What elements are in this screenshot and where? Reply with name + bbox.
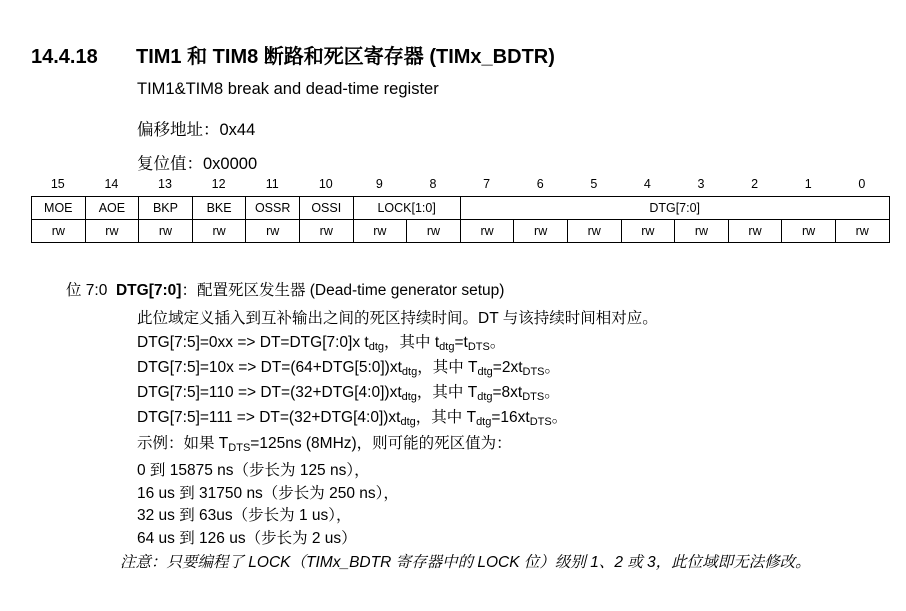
field-cell-ossi: OSSI xyxy=(299,197,353,220)
formula-text: 。 xyxy=(544,384,560,401)
bit-number: 4 xyxy=(643,177,651,191)
formula-text: ，其中 T xyxy=(417,359,478,376)
range-item: 16 us 到 31750 ns（步长为 250 ns）， xyxy=(137,485,399,502)
formula-subscript: DTS xyxy=(467,341,490,353)
section-title: TIM1 和 TIM8 断路和死区寄存器 (TIMx_BDTR) xyxy=(136,46,555,68)
bit-number: 0 xyxy=(858,177,866,191)
access-cell: rw xyxy=(460,220,514,243)
field-cell-lock: LOCK[1:0] xyxy=(353,197,460,220)
formula-text: =8xt xyxy=(492,384,523,401)
access-cell: rw xyxy=(407,220,461,243)
example-subscript: DTS xyxy=(228,442,251,454)
formula-line-1 xyxy=(137,330,505,353)
access-row xyxy=(32,220,890,243)
access-cell: rw xyxy=(246,220,300,243)
access-cell: rw xyxy=(728,220,782,243)
formula-text: DTG[7:5]=0xx => DT=DTG[7:0]x t xyxy=(137,334,369,351)
access-cell: rw xyxy=(299,220,353,243)
register-subtitle: TIM1&TIM8 break and dead-time register xyxy=(137,80,439,98)
example-text: 示例：如果 T xyxy=(137,435,229,452)
range-item: 0 到 15875 ns（步长为 125 ns）， xyxy=(137,462,370,479)
formula-subscript: DTS xyxy=(522,366,545,378)
bit-number: 8 xyxy=(429,177,437,191)
access-cell: rw xyxy=(32,220,86,243)
formula-subscript: DTS xyxy=(522,391,545,403)
field-cell-bkp: BKP xyxy=(139,197,193,220)
formula-subscript: dtg xyxy=(477,391,493,403)
access-cell: rw xyxy=(567,220,621,243)
range-item: 32 us 到 63us（步长为 1 us）， xyxy=(137,507,352,524)
field-cell-dtg: DTG[7:0] xyxy=(460,197,889,220)
formula-line-3 xyxy=(137,380,560,403)
access-cell: rw xyxy=(835,220,889,243)
access-cell: rw xyxy=(353,220,407,243)
formula-text: DTG[7:5]=10x => DT=(64+DTG[5:0])xt xyxy=(137,359,402,376)
formula-subscript: dtg xyxy=(400,416,416,428)
formula-text: =2xt xyxy=(492,359,523,376)
access-cell: rw xyxy=(621,220,675,243)
bit-number: 13 xyxy=(158,177,172,191)
field-cell-ossr: OSSR xyxy=(246,197,300,220)
bit-number: 6 xyxy=(536,177,544,191)
field-bits: 位 7:0 xyxy=(66,282,108,299)
bit-number: 1 xyxy=(804,177,812,191)
bit-number: 9 xyxy=(375,177,383,191)
field-description-heading xyxy=(66,278,504,300)
field-cell-aoe: AOE xyxy=(85,197,139,220)
register-map-table xyxy=(31,196,890,243)
field-cell-bke: BKE xyxy=(192,197,246,220)
formula-subscript: DTS xyxy=(529,416,552,428)
access-cell: rw xyxy=(514,220,568,243)
formula-text: =t xyxy=(454,334,468,351)
access-cell: rw xyxy=(192,220,246,243)
formula-text: ，其中 T xyxy=(416,384,478,401)
field-title: ：配置死区发生器 (Dead-time generator setup) xyxy=(181,282,505,299)
formula-subscript: dtg xyxy=(477,366,493,378)
formula-text: ，其中 t xyxy=(384,334,440,351)
access-cell: rw xyxy=(85,220,139,243)
bit-number: 7 xyxy=(483,177,491,191)
formula-subscript: dtg xyxy=(401,366,418,378)
formula-text: 。 xyxy=(551,409,568,426)
field-cell-moe: MOE xyxy=(32,197,86,220)
offset-address: 偏移地址：0x44 xyxy=(137,121,256,139)
bit-number: 5 xyxy=(590,177,598,191)
access-cell: rw xyxy=(139,220,193,243)
field-name: DTG[7:0] xyxy=(115,282,182,299)
formula-subscript: dtg xyxy=(476,416,492,428)
bit-number: 14 xyxy=(104,177,119,191)
range-item: 64 us 到 126 us（步长为 2 us） xyxy=(137,530,357,547)
formula-subscript: dtg xyxy=(401,391,417,403)
bit-number: 10 xyxy=(318,177,333,191)
access-cell: rw xyxy=(675,220,729,243)
field-name-row xyxy=(32,197,890,220)
formula-text: 。 xyxy=(544,359,561,376)
access-cell: rw xyxy=(782,220,836,243)
bit-number: 11 xyxy=(265,177,279,191)
bit-number: 12 xyxy=(211,177,226,191)
bit-number: 2 xyxy=(751,177,759,191)
formula-text: =16xt xyxy=(491,409,530,426)
formula-text: DTG[7:5]=111 => DT=(32+DTG[4:0])xt xyxy=(137,409,401,426)
section-heading xyxy=(31,40,555,69)
bit-number-row xyxy=(31,177,889,195)
formula-line-2 xyxy=(137,355,560,378)
bit-number: 15 xyxy=(50,177,65,191)
example-line xyxy=(137,431,512,454)
formula-subscript: dtg xyxy=(439,341,455,353)
bit-number: 3 xyxy=(697,177,705,191)
formula-text: 。 xyxy=(489,334,506,351)
formula-line-4 xyxy=(137,405,567,428)
field-description-line: 此位域定义插入到互补输出之间的死区持续时间。DT 与该持续时间相对应。 xyxy=(137,310,658,327)
section-number: 14.4.18 xyxy=(31,46,98,68)
note-text: 注意：只要编程了 LOCK（TIMx_BDTR 寄存器中的 LOCK 位）级别 1、2 或 3，此位域即无法修改。 xyxy=(120,554,811,571)
formula-text: DTG[7:5]=110 => DT=(32+DTG[4:0])xt xyxy=(137,384,402,401)
example-text: =125ns (8MHz)，则可能的死区值为： xyxy=(250,435,512,452)
formula-subscript: dtg xyxy=(368,341,385,353)
reset-value: 复位值：0x0000 xyxy=(137,155,258,173)
formula-text: ，其中 T xyxy=(415,409,477,426)
